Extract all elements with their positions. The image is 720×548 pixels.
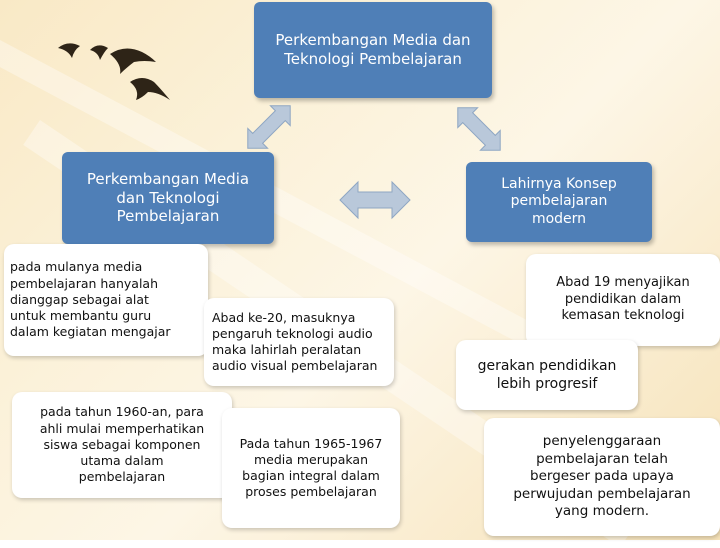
right-item-1-text: Abad 19 menyajikan pendidikan dalam kemasan teknologi <box>556 274 690 324</box>
left-node <box>62 152 274 244</box>
left-item-2-text: Abad ke-20, masuknya pengaruh teknologi audio maka lahirlah peralatan audio visual pembelajaran <box>212 309 378 374</box>
left-item-2 <box>204 298 394 386</box>
left-item-1 <box>4 244 208 356</box>
double-arrow-middle <box>338 178 412 222</box>
left-item-4 <box>222 408 400 528</box>
left-node-label: Perkembangan Media dan Teknologi Pembelajaran <box>86 169 250 226</box>
double-arrow-top-right <box>448 98 510 160</box>
left-item-3-text: pada tahun 1960-an, para ahli mulai memperhatikan siswa sebagai komponen utama dalam pembelajaran <box>39 404 205 485</box>
right-item-3 <box>484 418 720 536</box>
left-item-4-text: Pada tahun 1965-1967 media merupakan bagian integral dalam proses pembelajaran <box>239 435 383 500</box>
birds-illustration <box>50 38 180 108</box>
double-arrow-top-left <box>238 96 300 158</box>
top-node <box>254 2 492 98</box>
right-item-2 <box>456 340 638 410</box>
top-node-label: Perkembangan Media dan Teknologi Pembelajaran <box>275 31 471 68</box>
right-node-label: Lahirnya Konsep pembelajaran modern <box>501 175 617 227</box>
right-item-3-text: penyelenggaraan pembelajaran telah bergeser pada upaya perwujudan pembelajaran yang modern. <box>513 433 691 520</box>
left-item-1-text: pada mulanya media pembelajaran hanyalah dianggap sebagai alat untuk membantu guru dalam kegiatan mengajar <box>10 259 171 340</box>
right-item-1 <box>526 254 720 346</box>
right-item-2-text: gerakan pendidikan lebih progresif <box>477 357 617 392</box>
right-node <box>466 162 652 242</box>
left-item-3 <box>12 392 232 498</box>
